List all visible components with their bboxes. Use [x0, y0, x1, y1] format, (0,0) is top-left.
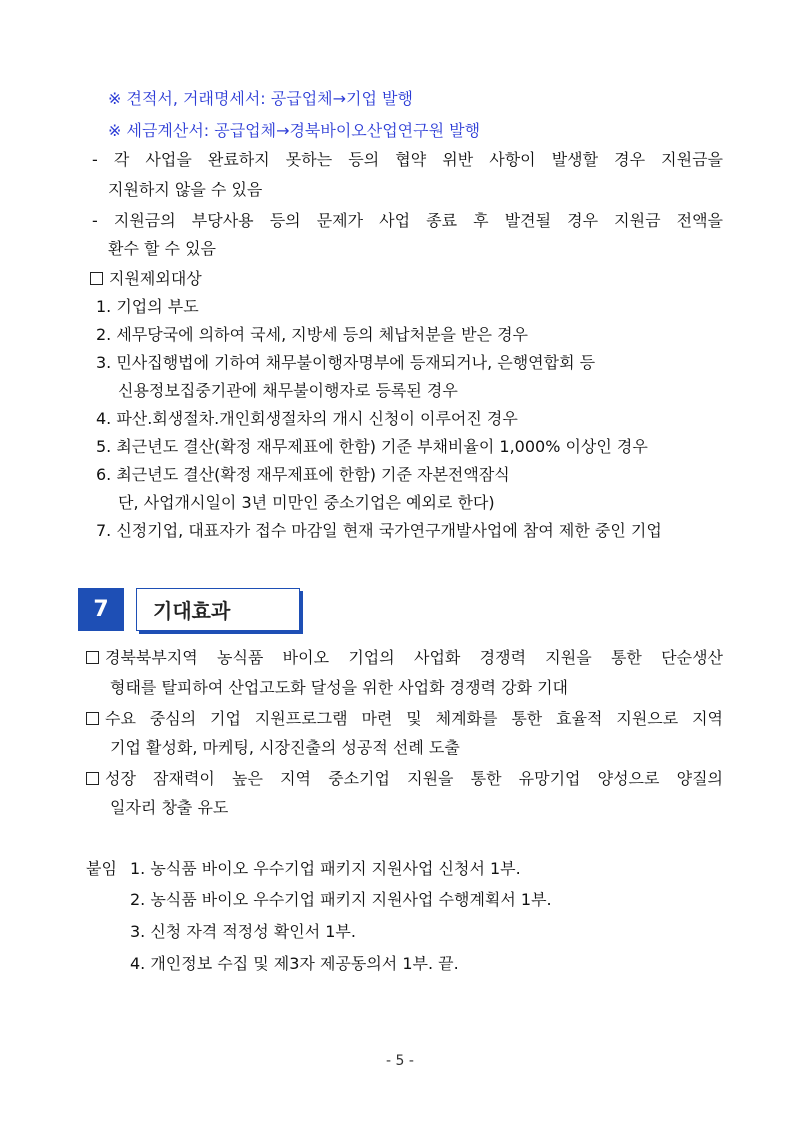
exclusion-heading: [90, 268, 202, 290]
effect-3-line1: [86, 768, 723, 790]
checkbox-square-icon: [86, 712, 99, 725]
exclusion-item-1: 1. 기업의 부도: [96, 297, 199, 316]
note-quote-invoice: ※ 견적서, 거래명세서: 공급업체→기업 발행: [108, 89, 413, 108]
effect-1-line1-text: 경북북부지역 농식품 바이오 기업의 사업화 경쟁력 지원을 통한 단순생산: [105, 648, 723, 667]
exclusion-item-2: 2. 세무당국에 의하여 국세, 지방세 등의 체납처분을 받은 경우: [96, 325, 528, 344]
exclusion-item-6-line2: 단, 사업개시일이 3년 미만인 중소기업은 예외로 한다): [118, 493, 495, 512]
effect-1-line1: [86, 647, 723, 669]
note-tax-invoice: ※ 세금계산서: 공급업체→경북바이오산업연구원 발행: [108, 121, 481, 140]
attachment-item-1: 1. 농식품 바이오 우수기업 패키지 지원사업 신청서 1부.: [130, 859, 521, 878]
checkbox-square-icon: [86, 772, 99, 785]
page-number: - 5 -: [386, 1053, 414, 1069]
effect-2-line1: [86, 708, 723, 730]
bullet-misuse-line2: 환수 할 수 있음: [108, 239, 216, 258]
attachment-item-4: 4. 개인정보 수집 및 제3자 제공동의서 1부. 끝.: [130, 954, 459, 973]
effect-3-line2: 일자리 창출 유도: [110, 798, 229, 817]
section-title: 기대효과: [136, 588, 300, 631]
exclusion-heading-text: 지원제외대상: [109, 269, 202, 288]
section-number-badge: 7: [78, 588, 124, 631]
bullet-misuse-line1: - 지원금의 부당사용 등의 문제가 사업 종료 후 발견될 경우 지원금 전액을: [92, 211, 723, 230]
bullet-violation-line2: 지원하지 않을 수 있음: [108, 180, 263, 199]
attachment-item-2: 2. 농식품 바이오 우수기업 패키지 지원사업 수행계획서 1부.: [130, 890, 552, 909]
attachment-item-3: 3. 신청 자격 적정성 확인서 1부.: [130, 922, 356, 941]
exclusion-item-3-line2: 신용정보집중기관에 채무불이행자로 등록된 경우: [118, 381, 458, 400]
attachments-label: 붙임: [86, 859, 117, 878]
effect-2-line2: 기업 활성화, 마케팅, 시장진출의 성공적 선례 도출: [110, 738, 460, 757]
effect-1-line2: 형태를 탈피하여 산업고도화 달성을 위한 사업화 경쟁력 강화 기대: [110, 678, 569, 697]
exclusion-item-4: 4. 파산.회생절차.개인회생절차의 개시 신청이 이루어진 경우: [96, 409, 518, 428]
exclusion-item-6-line1: 6. 최근년도 결산(확정 재무제표에 한함) 기준 자본전액잠식: [96, 465, 510, 484]
effect-3-line1-text: 성장 잠재력이 높은 지역 중소기업 지원을 통한 유망기업 양성으로 양질의: [105, 769, 723, 788]
effect-2-line1-text: 수요 중심의 기업 지원프로그램 마련 및 체계화를 통한 효율적 지원으로 지역: [105, 709, 723, 728]
checkbox-square-icon: [86, 651, 99, 664]
checkbox-square-icon: [90, 272, 103, 285]
bullet-violation-line1: - 각 사업을 완료하지 못하는 등의 협약 위반 사항이 발생할 경우 지원금을: [92, 150, 723, 169]
exclusion-item-5: 5. 최근년도 결산(확정 재무제표에 한함) 기준 부채비율이 1,000% 이상인 경우: [96, 437, 648, 456]
exclusion-item-3-line1: 3. 민사집행법에 기하여 채무불이행자명부에 등재되거나, 은행연합회 등: [96, 353, 596, 372]
exclusion-item-7: 7. 신정기업, 대표자가 접수 마감일 현재 국가연구개발사업에 참여 제한 중인 기업: [96, 521, 662, 540]
